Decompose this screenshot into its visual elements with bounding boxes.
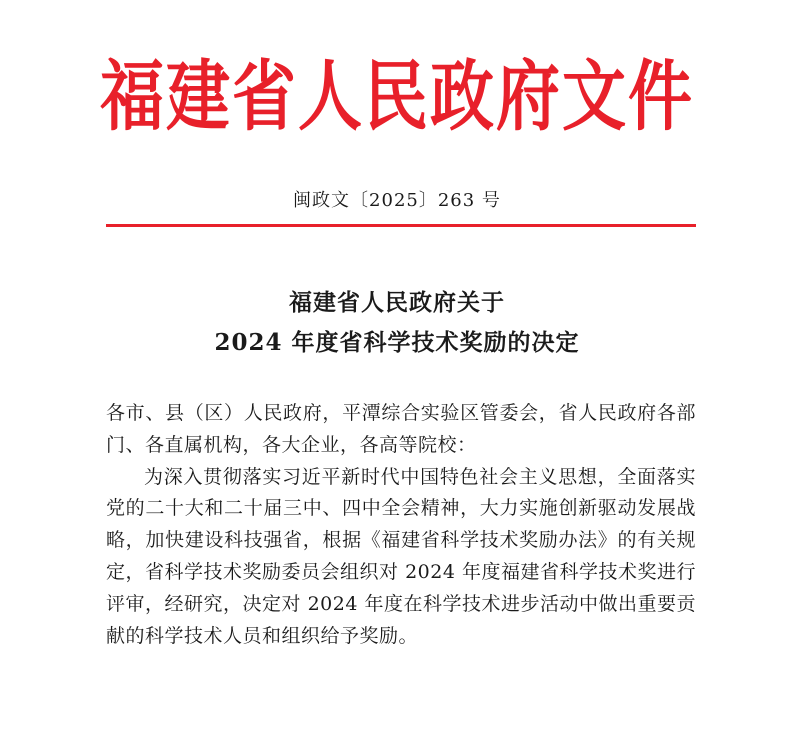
red-divider-line (106, 224, 696, 227)
body-paragraph: 为深入贯彻落实习近平新时代中国特色社会主义思想，全面落实党的二十大和二十届三中、四中全会精神，大力实施创新驱动发展战略，加快建设科技强省，根据《福建省科学技术奖励办法》的有关规定，省科学技术奖励委员会组织对 2024 年度福建省科学技术奖进行评审，经研究，决定对 2024 年度在科学技术进步活动中做出重要贡献的科学技术人员和组织给予奖励。 (106, 465, 696, 647)
document-heading-line1: 福建省人民政府关于 (289, 289, 505, 316)
document-number: 闽政文〔2025〕263 号 (293, 190, 501, 211)
document-heading-line2: 2024 年度省科学技术奖励的决定 (214, 329, 580, 356)
document-issuer-title: 福建省人民政府文件 (100, 52, 694, 143)
document-body (106, 398, 696, 652)
recipients-paragraph: 各市、县（区）人民政府，平潭综合实验区管委会，省人民政府各部门、各直属机构，各大企业，各高等院校： (106, 402, 696, 456)
